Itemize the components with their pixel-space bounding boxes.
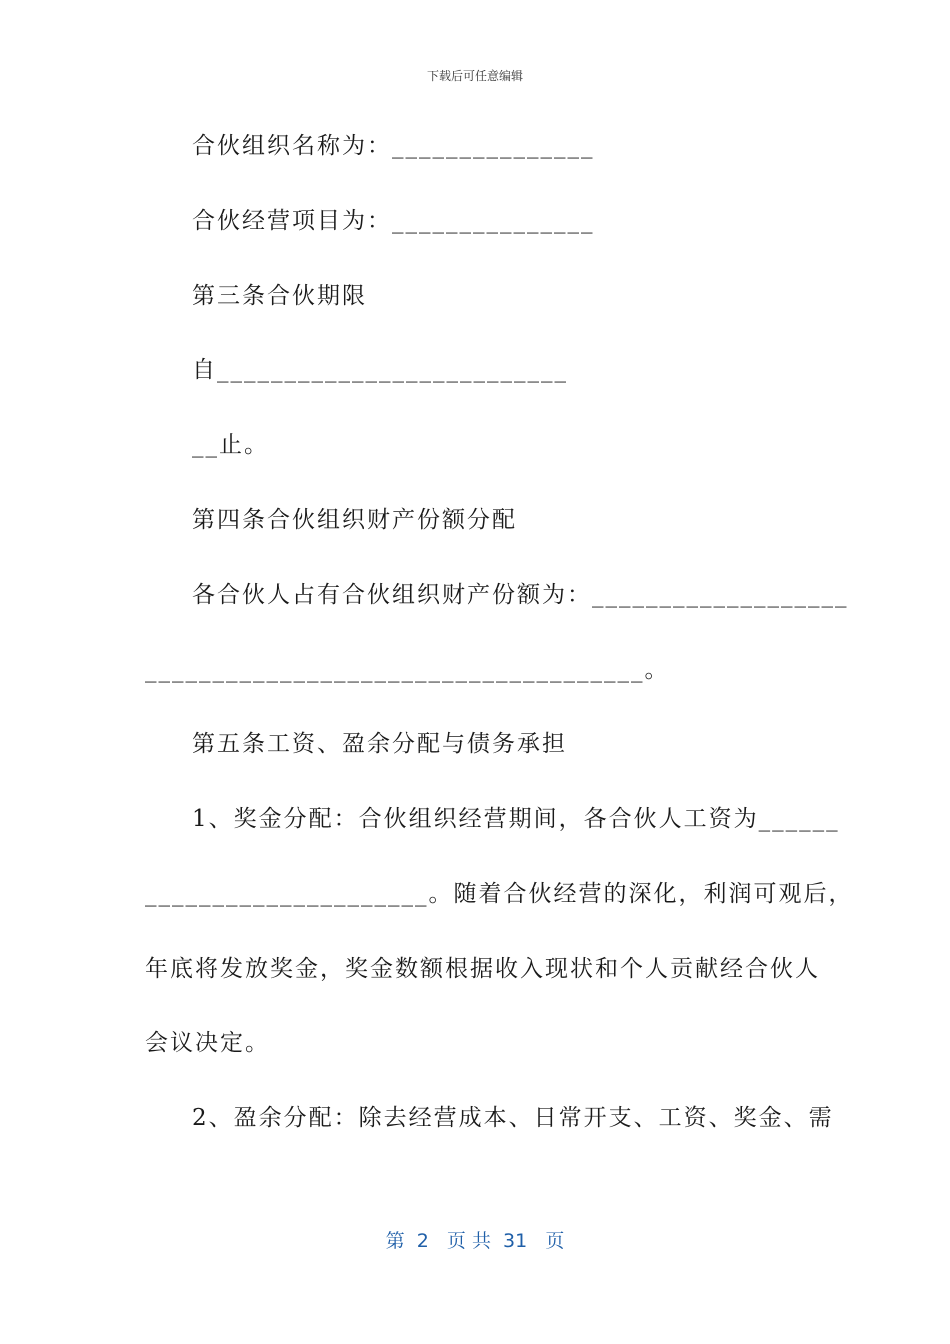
bonus-clause-continued-3: 会议决定。 [145, 1030, 270, 1056]
profit-clause-line: 2、盈余分配：除去经营成本、日常开支、工资、奖金、需 [192, 1105, 834, 1131]
bonus-clause-continued-1: _____________________。随着合伙经营的深化，利润可观后， [145, 881, 854, 907]
property-share-continued: _____________________________________。 [145, 657, 670, 683]
article-4-heading: 第四条合伙组织财产份额分配 [192, 507, 517, 533]
term-start-line: 自__________________________ [192, 357, 568, 383]
property-share-line: 各合伙人占有合伙组织财产份额为：___________________ [192, 582, 849, 608]
article-3-heading: 第三条合伙期限 [192, 283, 367, 309]
partnership-name-line: 合伙组织名称为：_______________ [192, 133, 595, 159]
page-number-footer: 第 2 页 共 31 页 [385, 1230, 565, 1252]
article-5-heading: 第五条工资、盈余分配与债务承担 [192, 731, 567, 757]
page-header: 下载后可任意编辑 [426, 69, 523, 83]
bonus-clause-line: 1、奖金分配：合伙组织经营期间，各合伙人工资为______ [192, 806, 840, 832]
business-scope-line: 合伙经营项目为：_______________ [192, 208, 595, 234]
term-end-line: __止。 [192, 432, 269, 458]
bonus-clause-continued-2: 年底将发放奖金，奖金数额根据收入现状和个人贡献经合伙人 [145, 956, 820, 982]
